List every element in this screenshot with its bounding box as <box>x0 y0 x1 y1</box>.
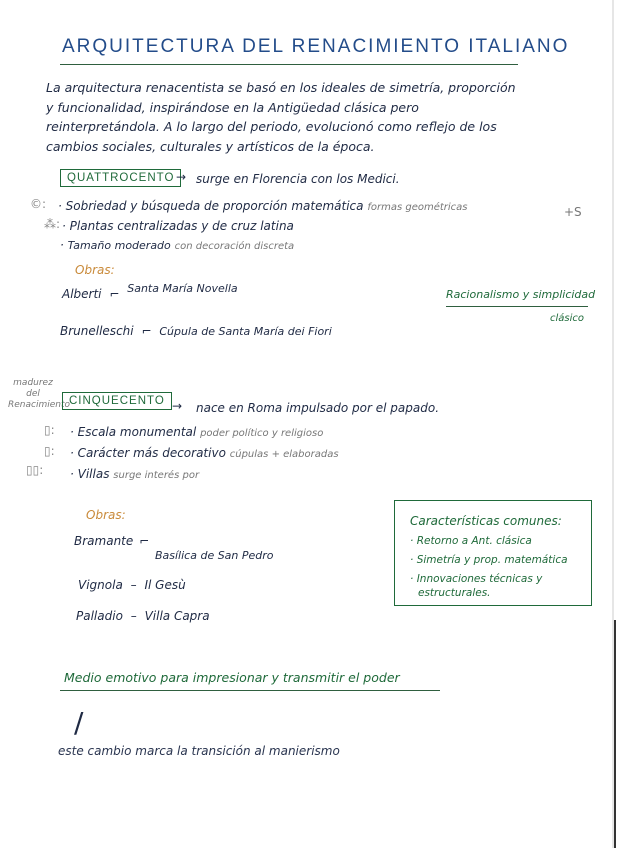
cinquecento-marker-2: ▯: <box>44 444 55 458</box>
cinquecento-obras-label: Obras: <box>86 508 126 522</box>
obra-brunelleschi: Brunelleschi ⌐ Cúpula de Santa María dei Fiori <box>60 324 332 338</box>
conclusion-text: Medio emotivo para impresionar y transmitir el poder <box>64 670 400 685</box>
caracteristicas-item-2: · Simetría y prop. matemática <box>410 554 568 566</box>
caracteristicas-item-4: estructurales. <box>418 587 491 599</box>
margin-note: madurez del Renacimiento <box>8 378 71 410</box>
obra-alberti: Alberti ⌐ Santa María Novella <box>62 282 238 301</box>
caracteristicas-item-3: · Innovaciones técnicas y <box>410 573 543 585</box>
cinquecento-bullet-3: · Villas surge interés por <box>70 467 200 481</box>
page-title: ARQUITECTURA DEL RENACIMIENTO ITALIANO <box>62 36 570 57</box>
cinquecento-description: nace en Roma impulsado por el papado. <box>196 401 440 415</box>
quattrocento-description: surge en Florencia con los Medici. <box>196 172 400 186</box>
quattrocento-bullet-2: · Plantas centralizadas y de cruz latina <box>62 219 294 233</box>
obra-bramante: Bramante ⌐ Basílica de San Pedro <box>74 534 274 562</box>
side-note-clasico: clásico <box>550 313 585 324</box>
quattrocento-box <box>60 169 181 187</box>
quattrocento-arrow: → <box>176 170 187 184</box>
arrow-mark: / <box>74 706 84 739</box>
cinquecento-marker-3: ▯▯: <box>26 463 44 477</box>
side-note-underline <box>446 306 588 307</box>
page-edge-dark <box>614 620 616 848</box>
side-code: +S <box>564 205 582 219</box>
conclusion-underline <box>60 690 440 691</box>
quattrocento-bullet-3: · Tamaño moderado con decoración discreta <box>60 238 295 252</box>
cinquecento-arrow: → <box>172 399 183 413</box>
bullet-marker-2: ⁂: <box>44 217 61 231</box>
caracteristicas-title: Características comunes: <box>410 514 562 528</box>
quattrocento-obras-label: Obras: <box>75 263 115 277</box>
cinquecento-bullet-1: · Escala monumental poder político y religioso <box>70 425 324 439</box>
final-line: este cambio marca la transición al manierismo <box>58 744 340 758</box>
cinquecento-marker-1: ▯: <box>44 423 55 437</box>
quattrocento-label: QUATTROCENTO <box>67 172 175 184</box>
bullet-marker-1: ©: <box>30 197 47 211</box>
side-note-racionalismo: Racionalismo y simplicidad <box>446 288 596 301</box>
intro-paragraph: La arquitectura renacentista se basó en los ideales de simetría, proporción y funcionalidad, inspirándose en la Antigüedad clásica pero reinterpretándola. A lo largo del periodo, evolucionó como reflejo de los cambios sociales, culturales y artísticos de la época. <box>46 80 516 154</box>
cinquecento-bullet-2: · Carácter más decorativo cúpulas + elaboradas <box>70 446 339 460</box>
obra-palladio: Palladio – Villa Capra <box>76 609 210 623</box>
cinquecento-box <box>62 392 172 410</box>
title-underline <box>60 64 518 65</box>
quattrocento-bullet-1: · Sobriedad y búsqueda de proporción matemática formas geométricas <box>58 199 468 213</box>
cinquecento-label: CINQUECENTO <box>69 395 165 407</box>
obra-vignola: Vignola – Il Gesù <box>78 578 186 592</box>
caracteristicas-item-1: · Retorno a Ant. clásica <box>410 535 532 547</box>
